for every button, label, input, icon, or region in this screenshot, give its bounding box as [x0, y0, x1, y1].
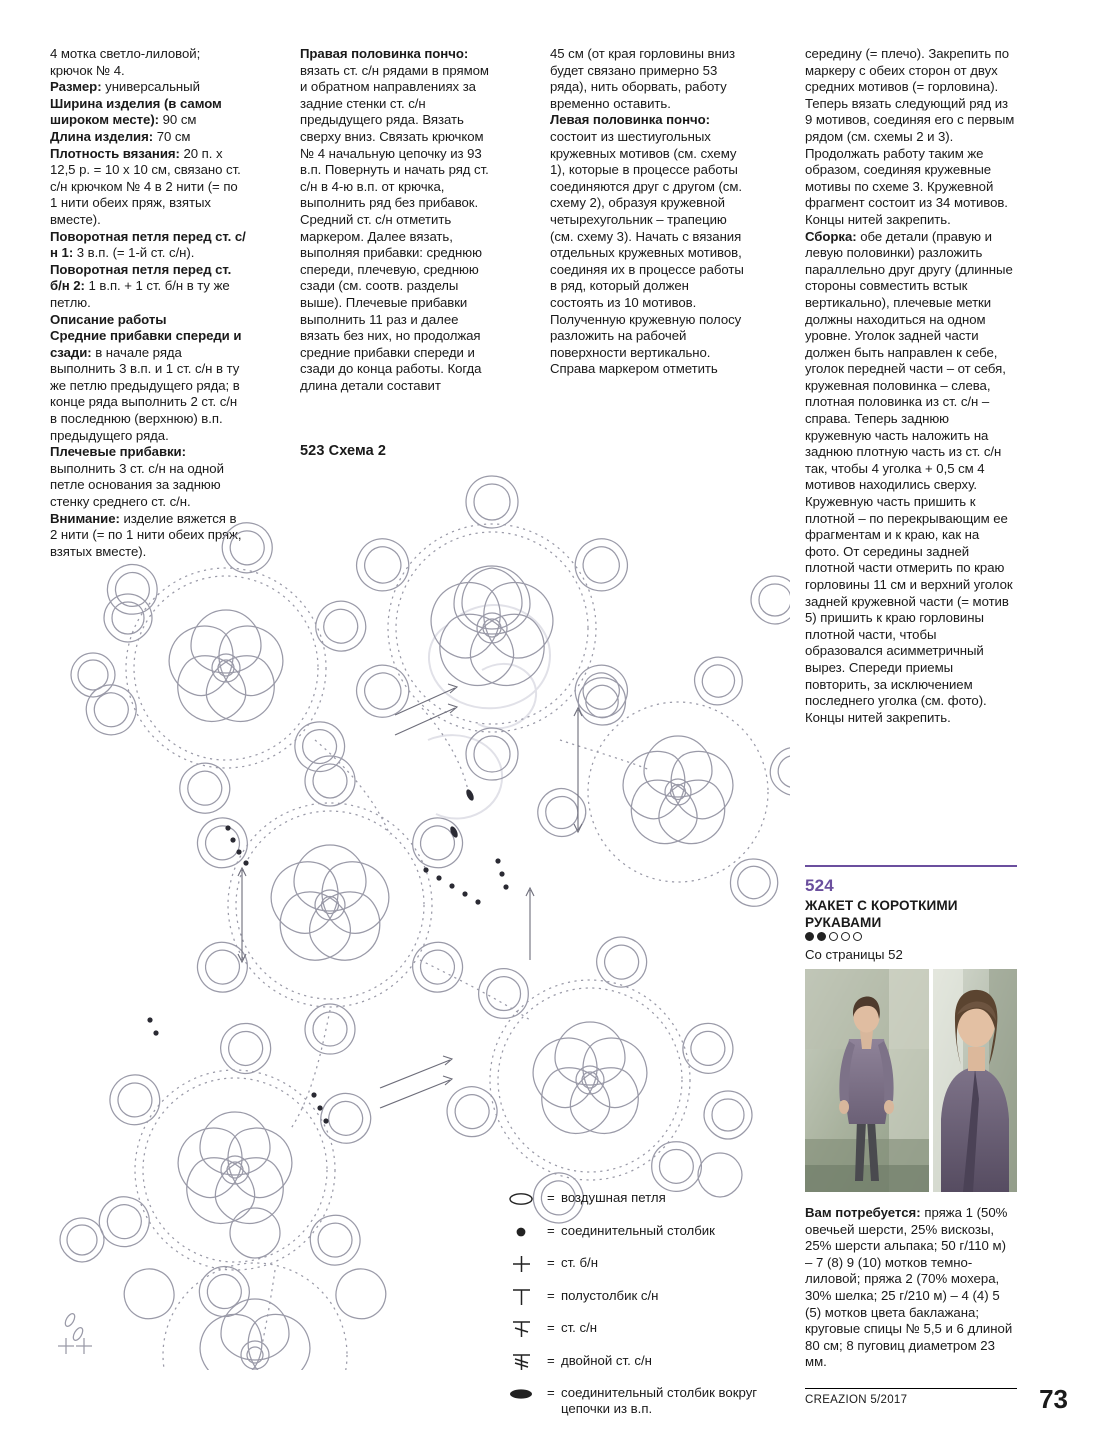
- legend-label: ст. б/н: [561, 1255, 598, 1270]
- legend: [505, 1190, 805, 1432]
- paragraph: [50, 96, 246, 129]
- slip-stitch-icon: [505, 1223, 547, 1241]
- paragraph-lead: Размер:: [50, 79, 106, 95]
- legend-equals: =: [547, 1190, 555, 1205]
- paragraph-text: 45 см (от края горловины вниз будет связано примерно 53 ряда), нить оборвать, работу временно оставить.: [550, 46, 736, 111]
- paragraph: [50, 79, 246, 96]
- legend-item: [505, 1320, 805, 1338]
- difficulty-dot: [853, 932, 862, 941]
- half-double-crochet-icon: [505, 1288, 547, 1306]
- paragraph: [50, 229, 246, 262]
- difficulty-dot: [817, 932, 826, 941]
- paragraph-text: изделие вяжется в 2 нити (= по 1 нити обеих пряж, взятых вместе).: [50, 510, 242, 559]
- paragraph: [50, 146, 246, 229]
- paragraph-text: в начале ряда выполнить 3 в.п. и 1 ст. с/н в ту же петлю предыдущего ряда; в конце ряда выполнить 2 ст. с/н в последнюю (верхнюю) в.п. предыдущего ряда.: [50, 344, 240, 443]
- magazine-source: CREAZION 5/2017: [805, 1394, 908, 1406]
- paragraph-lead: Длина изделия:: [50, 128, 157, 144]
- difficulty-dot: [805, 932, 814, 941]
- paragraph-lead: Описание работы: [50, 311, 167, 327]
- text-column-2: [300, 46, 496, 394]
- paragraph-lead: Правая половинка пончо:: [300, 46, 469, 61]
- legend-equals: =: [547, 1352, 555, 1368]
- paragraph: [300, 46, 496, 394]
- paragraph-lead: Сборка:: [805, 228, 861, 244]
- model-number: 524: [805, 876, 834, 895]
- paragraph: [50, 46, 246, 79]
- legend-item: [505, 1190, 805, 1208]
- paragraph: [805, 46, 1017, 229]
- text-column-3: [550, 46, 746, 378]
- photo-portrait: [933, 969, 1017, 1192]
- paragraph-text: обе детали (правую и левую половинки) разложить параллельно друг другу (длинные стороны совместить встык вертикально), плечевые метки должны находиться на одном уровне. Уголок задней части должен быть направлен к себе, уголок передней части – от себя, кружевная половинка – слева, плотная половинка из ст. с/н – справа. Теперь заднюю кружевную часть наложить на заднюю плотную часть из ст. с/н так, чтобы 4 уголка + 0,5 см 4 мотивов находились сверху. Кружевную часть пришить к плотной – по перекрывающим ее фрагментам и к краю, как на фото. От середины задней плотной части отмерить по краю горловины 11 см и верхний уголок задней кружевной части (= мотив 5) пришить к краю горловины плотной части, чтобы образовался асимметричный вырез. Спереди приемы повторить, за исключением последнего уголка (см. фото). Концы нитей закрепить.: [805, 228, 1013, 725]
- text-column-4: [805, 46, 1017, 726]
- legend-equals: =: [547, 1255, 555, 1270]
- model-photos: [805, 969, 1017, 1192]
- footer-divider: [805, 1388, 1017, 1389]
- paragraph: [50, 328, 246, 444]
- paragraph-text: 3 в.п. (= 1-й ст. с/н).: [76, 245, 195, 261]
- legend-equals: =: [547, 1385, 555, 1400]
- materials-text: пряжа 1 (50% овечьей шерсти, 25% вискозы, 25% шерсти альпака; 50 г/110 м) – 7 (8) 9 (10) мотков темно-лиловой; пряжа 2 (70% мохера, 30% шелка; 25 г/210 м) – 4 (4) 5 (5) мотков цвета баклажана; круговые спицы № 5,5 и 6 длиной 80 см; 8 пуговиц диаметром 23 мм.: [805, 1205, 1013, 1370]
- double-crochet-icon: [505, 1320, 547, 1338]
- paragraph-lead: Поворотная петля перед ст. б/н 2:: [50, 261, 232, 294]
- legend-label: ст. с/н: [561, 1320, 598, 1335]
- difficulty-rating: [805, 932, 862, 941]
- legend-label: двойной ст. с/н: [561, 1352, 652, 1368]
- paragraph-text: 4 мотка светло-лиловой; крючок № 4.: [50, 46, 201, 78]
- materials-paragraph: [805, 1205, 1017, 1371]
- paragraph-text: 1 в.п. + 1 ст. б/н в ту же петлю.: [50, 278, 230, 310]
- single-crochet-icon: [505, 1255, 547, 1273]
- paragraph-text: выполнить 3 ст. с/н на одной петле основания за заднюю стенку среднего ст. с/н.: [50, 460, 224, 510]
- legend-item: [505, 1288, 805, 1306]
- paragraph-lead: Плотность вязания:: [50, 145, 184, 161]
- legend-item: [505, 1385, 805, 1417]
- page-number: 73: [1039, 1384, 1068, 1414]
- paragraph-text: состоит из шестиугольных кружевных мотивов (см. схему 1), которые в процессе работы соединяются друг с другом (см. схему 2), образуя кружевной четырехугольник – трапецию (см. схему 3). Начать с вязания отдельных кружевных мотивов, соединяя их в процессе работы в ряд, который должен состоять из 10 мотивов. Полученную кружевную полосу разложить на рабочей поверхности вертикально. Справа маркером отметить: [550, 128, 744, 377]
- schema-label: 523 Схема 2: [300, 443, 387, 459]
- section-divider: [805, 865, 1017, 867]
- paragraph-text: 70 см: [156, 128, 191, 144]
- legend-item: [505, 1353, 805, 1371]
- chain-stitch-icon: [505, 1190, 547, 1208]
- legend-label: соединительный столбик вокруг цепочки из в.п.: [561, 1385, 758, 1416]
- paragraph-text: 20 п. х 12,5 р. = 10 х 10 см, связано ст. с/н крючком № 4 в 2 нити (= по 1 нити обеих пряж, взятых вместе).: [50, 145, 241, 227]
- legend-equals: =: [547, 1222, 555, 1238]
- legend-equals: =: [547, 1287, 555, 1303]
- difficulty-dot: [829, 932, 838, 941]
- legend-equals: =: [547, 1320, 555, 1335]
- paragraph: [550, 112, 746, 378]
- paragraph-lead: Левая половинка пончо:: [550, 112, 710, 128]
- from-page-label: Со страницы 52: [805, 947, 903, 962]
- photo-full-figure: [805, 969, 929, 1192]
- paragraph-lead: Средние прибавки спереди и сзади:: [50, 328, 242, 360]
- paragraph: [550, 46, 746, 112]
- paragraph-lead: Ширина изделия (в самом широком месте):: [50, 95, 222, 128]
- paragraph-lead: Поворотная петля перед ст. с/н 1:: [50, 228, 246, 261]
- difficulty-dot: [841, 932, 850, 941]
- legend-item: [505, 1255, 805, 1273]
- paragraph: [50, 262, 246, 312]
- paragraph: [50, 129, 246, 146]
- paragraph-text: универсальный: [105, 79, 200, 95]
- paragraph-lead: Плечевые прибавки:: [50, 444, 186, 460]
- paragraph: [50, 312, 246, 329]
- legend-label: полустолбик с/н: [561, 1287, 659, 1303]
- paragraph: [805, 229, 1017, 727]
- slip-stitch-around-chain-icon: [505, 1385, 547, 1403]
- model-title: ЖАКЕТ С КОРОТКИМИ РУКАВАМИ: [805, 898, 958, 930]
- legend-label: соединительный столбик: [561, 1222, 715, 1238]
- paragraph-lead: Внимание:: [50, 510, 124, 526]
- legend-item: [505, 1223, 805, 1241]
- treble-crochet-icon: [505, 1353, 547, 1371]
- paragraph-text: вязать ст. с/н рядами в прямом и обратном направлениях за задние стенки ст. с/н предыдущего ряда. Вязать сверху вниз. Связать крючком № 4 начальную цепочку из 93 в.п. Повернуть и начать ряд ст. с/н в 4-ю в.п. от крючка, выполнить ряд без прибавок. Средний ст. с/н отметить маркером. Далее вязать, выполняя прибавки: среднюю спереди, плечевую, среднюю сзади (см. соотв. разделы выше). Плечевые прибавки выполнить 11 раз и далее вязать без них, но продолжая средние прибавки спереди и сзади до конца работы. Когда длина детали составит: [300, 62, 489, 393]
- legend-label: воздушная петля: [561, 1190, 666, 1205]
- paragraph-text: 90 см: [162, 112, 197, 128]
- paragraph-text: середину (= плечо). Закрепить по маркеру с обеих сторон от двух средних мотивов (= горловина). Теперь вязать следующий ряд из 9 мотивов, соединяя его с первым рядом (см. схемы 2 и 3). Продолжать работу таким же образом, соединяя кружевные мотивы по схеме 3. Кружевной фрагмент состоит из 34 мотивов. Концы нитей закрепить.: [805, 46, 1015, 227]
- materials-lead: Вам потребуется:: [805, 1205, 925, 1220]
